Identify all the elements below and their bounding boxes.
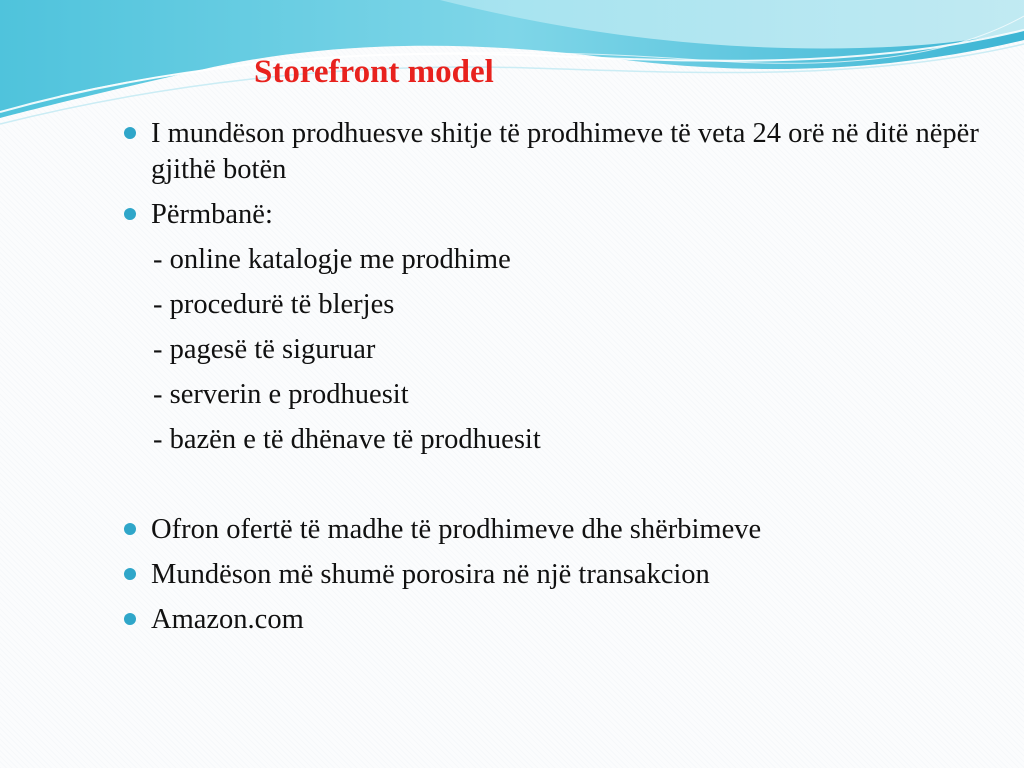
sub-item: - serverin e prodhuesit: [153, 379, 409, 410]
bullet-text: Amazon.com: [151, 604, 304, 635]
bullet-item: [124, 197, 984, 233]
bullet-item: [124, 557, 984, 593]
bullet-item: [124, 512, 984, 548]
header-wave-decoration: [0, 0, 1024, 130]
sub-item: - online katalogje me prodhime: [153, 244, 511, 275]
bullet-text: Ofron ofertë të madhe të prodhimeve dhe shërbimeve: [151, 514, 762, 545]
sub-item: - bazën e të dhënave të prodhuesit: [153, 424, 541, 455]
bullet-dot-icon: [124, 523, 136, 535]
bullet-dot-icon: [124, 208, 136, 220]
slide-title: Storefront model: [254, 54, 494, 90]
sub-item: - pagesë të siguruar: [153, 334, 376, 365]
bullet-text: Përmbanë:: [151, 199, 273, 230]
sub-item: - procedurë të blerjes: [153, 289, 395, 320]
bullet-dot-icon: [124, 568, 136, 580]
bullet-item: [124, 602, 984, 638]
bullet-item: [124, 116, 984, 188]
bullet-dot-icon: [124, 613, 136, 625]
bullet-text: Mundëson më shumë porosira në një transakcion: [151, 559, 710, 590]
spacer: [124, 467, 984, 512]
bullet-dot-icon: [124, 127, 136, 139]
slide-content: [124, 116, 984, 647]
bullet-text: I mundëson prodhuesve shitje të prodhimeve të veta 24 orë në ditë nëpër gjithë botën: [151, 118, 979, 185]
